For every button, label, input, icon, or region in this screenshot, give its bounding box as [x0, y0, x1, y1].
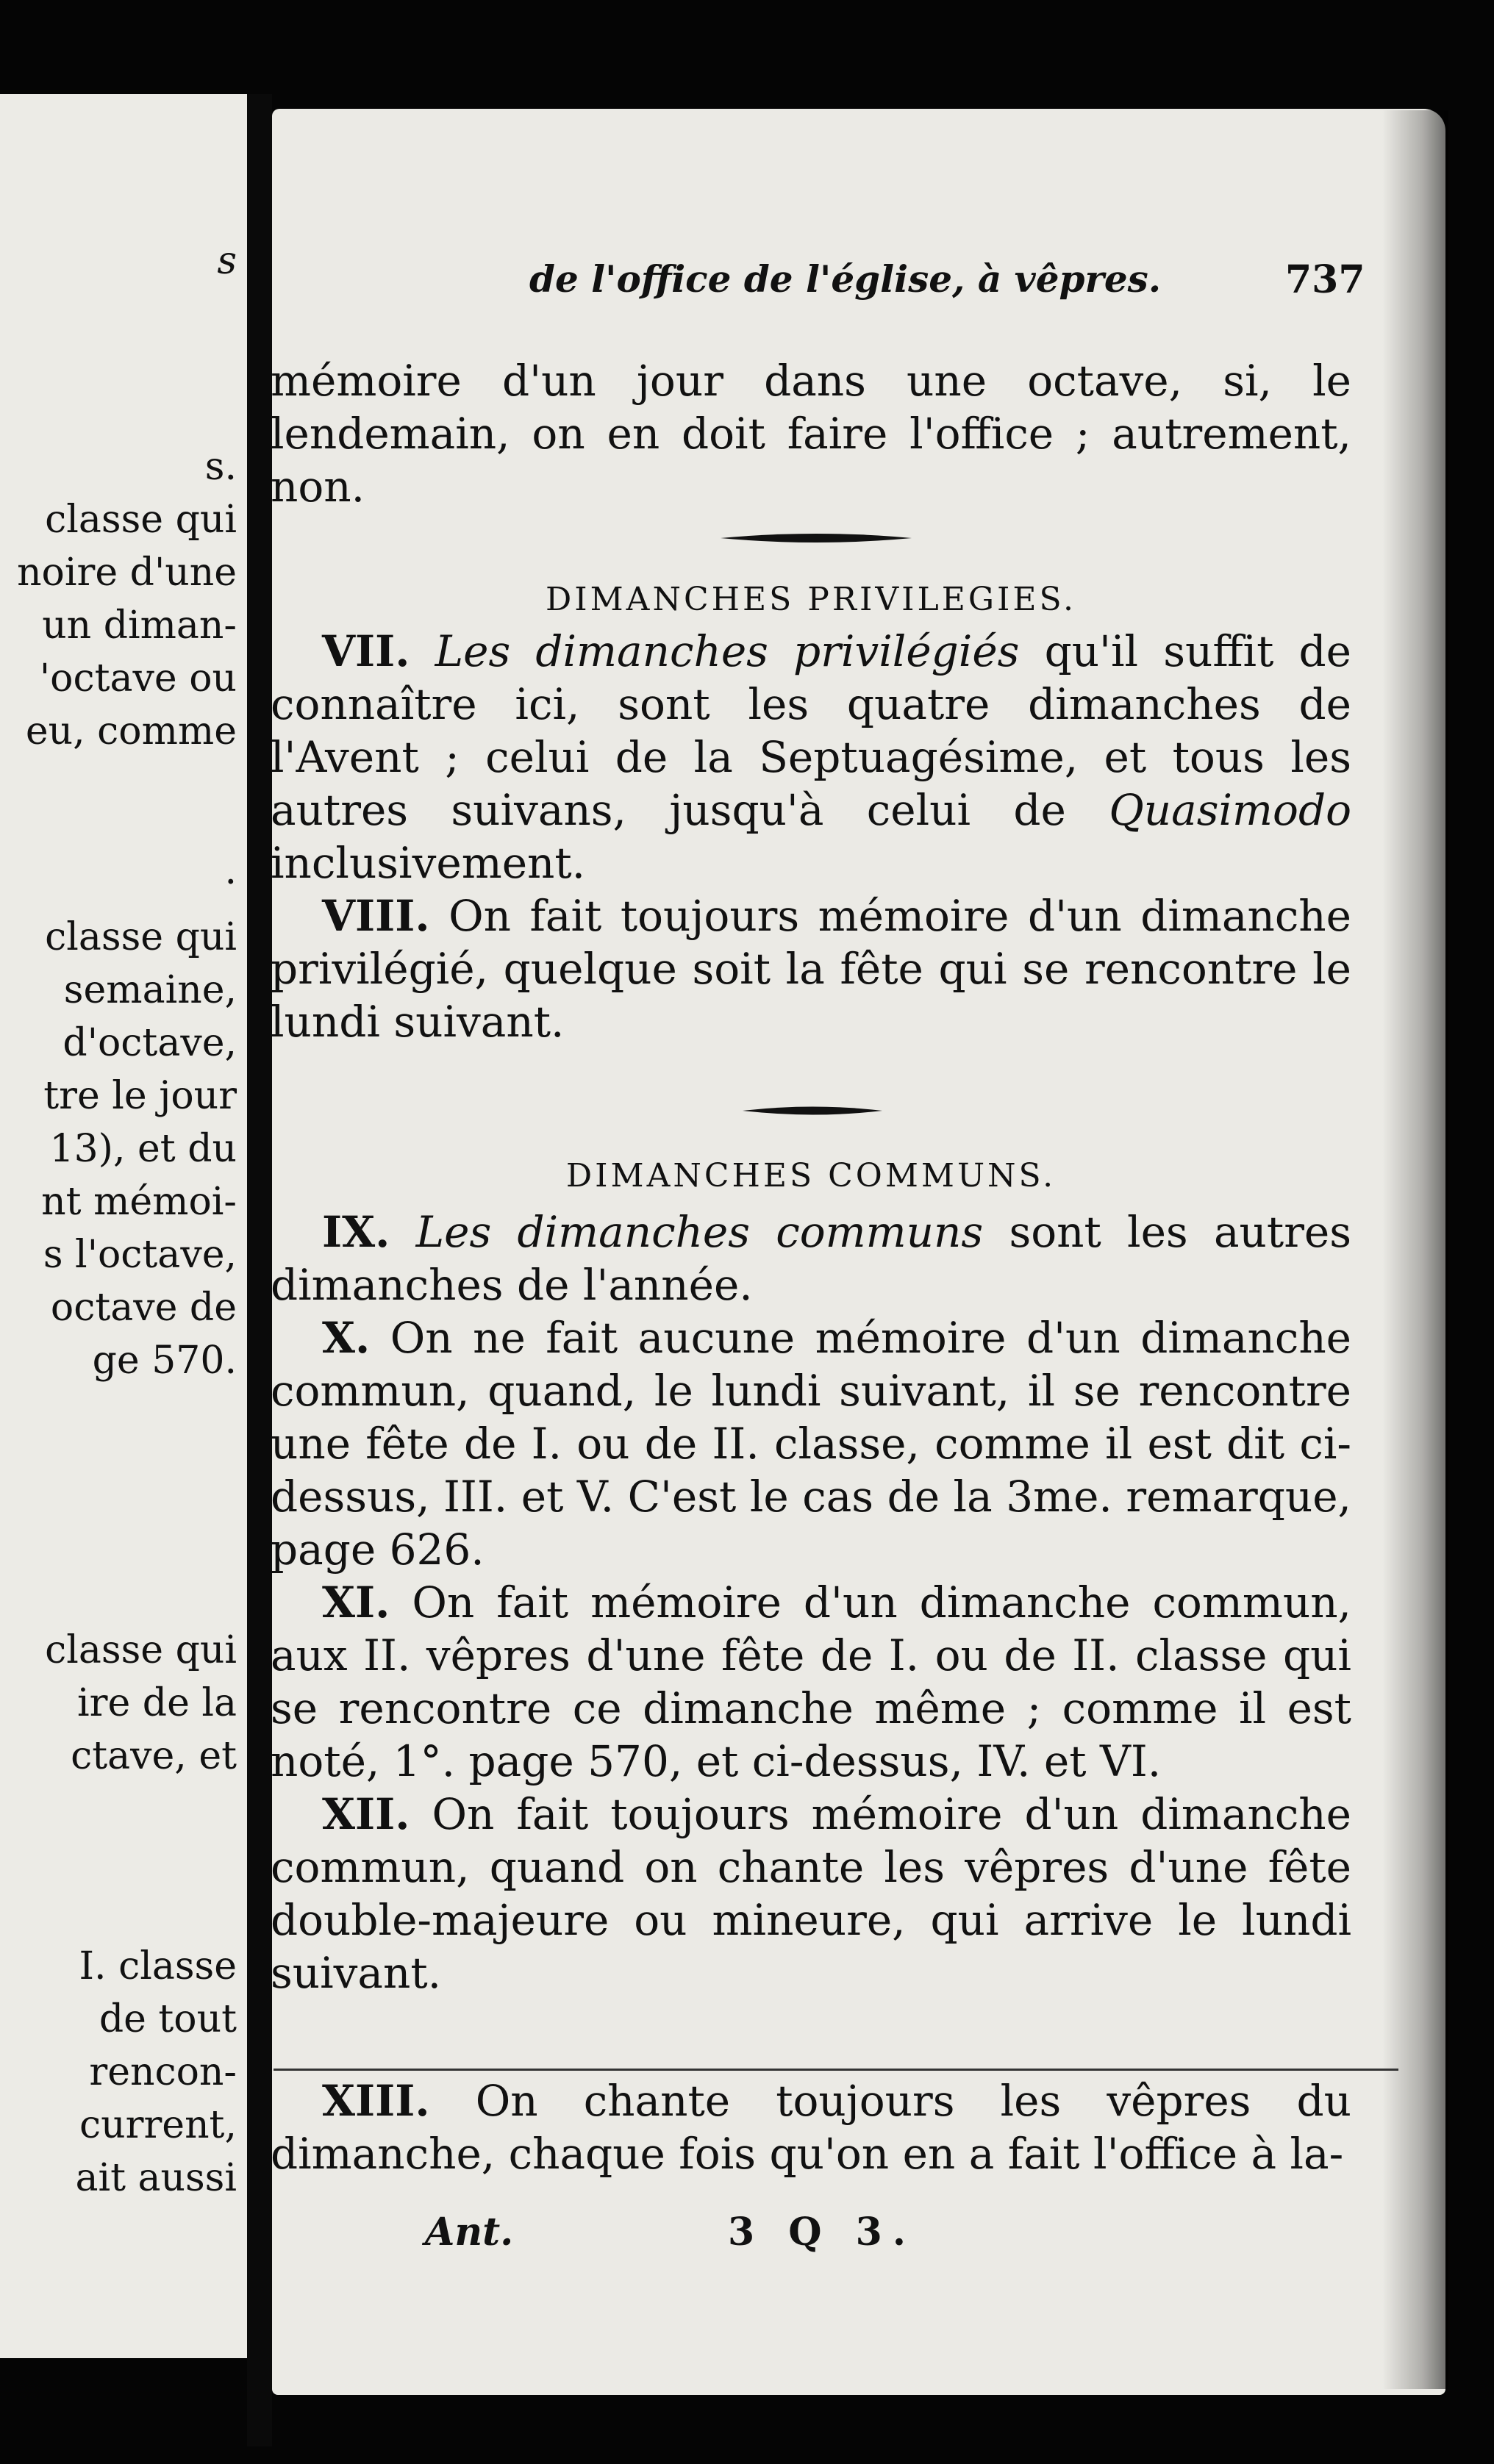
left-page-text-fragment: 'octave ou [39, 656, 237, 701]
book-spine [247, 94, 272, 2446]
left-page-text-fragment: 13), et du [49, 1127, 237, 1171]
ornament-divider-1 [721, 528, 912, 548]
signature-mark-text: Ant. [425, 2210, 514, 2255]
paragraph-text: sont les autres dimanches de l'année. [271, 1207, 1352, 1310]
left-page-text-fragment: eu, comme [25, 709, 237, 753]
paragraph-text: On fait mémoire d'un dimanche commun, aux II. vêpres d'une fête de I. ou de II. classe qui se rencontre ce dimanche même ; comme il est noté, 1°. page 570, et ci-dessus, IV. et VI. [271, 1577, 1351, 1786]
paragraph-text: On fait toujours mémoire d'un dimanche privilégié, quelque soit la fête qui se rencontre le lundi suivant. [271, 891, 1351, 1047]
left-page-text-fragment: classe qui [45, 1628, 237, 1672]
left-page-text-fragment: s. [204, 445, 237, 489]
paragraph-text: qu'il suffit de connaître ici, sont les quatre dimanches de l'Avent ; celui de la Septuagésime, et tous les autres suivans, jusqu'à celui de [271, 626, 1352, 835]
left-page-text-fragment: ire de la [76, 1681, 237, 1725]
paragraph-number: XIII. [322, 2076, 430, 2126]
section-privileged [271, 625, 1351, 1048]
ornament-divider-2 [743, 1101, 882, 1120]
left-page-text-fragment: current, [79, 2103, 237, 2147]
paragraph-number: XII. [322, 1789, 410, 1839]
section-common [271, 1206, 1351, 1999]
paragraph-number: VII. [322, 626, 410, 676]
left-page-text-fragment: ge 570. [92, 1339, 237, 1383]
paragraph-x [271, 1311, 1351, 1576]
left-page-text-fragment: classe qui [45, 915, 237, 959]
left-page-text-fragment: ait aussi [75, 2156, 237, 2200]
left-page-text-fragment: tre le jour [43, 1074, 237, 1118]
paragraph-text: On ne fait aucune mémoire d'un dimanche commun, quand, le lundi suivant, il se rencontre une fête de I. ou de II. classe, comme il est dit ci-dessus, III. et V. C'est le cas de la 3me. remarque, page 626. [271, 1313, 1351, 1575]
paragraph-vii [271, 625, 1351, 889]
section-heading-common: DIMANCHES COMMUNS. [565, 1157, 1057, 1195]
left-page-text-fragment: d'octave, [62, 1021, 237, 1065]
left-page-text-fragment: . [224, 849, 237, 893]
paragraph-xi [271, 1576, 1351, 1788]
left-page-text-fragment: s [217, 239, 237, 283]
paragraph-text: inclusivement. [271, 838, 586, 888]
running-head: de l'office de l'église, à vêpres. [529, 257, 1162, 301]
left-page-text-fragment: s l'octave, [43, 1233, 237, 1277]
left-page-text-fragment: I. classe [79, 1944, 237, 1988]
paragraph-number: VIII. [322, 891, 430, 941]
paragraph-number: X. [322, 1313, 371, 1363]
paragraph-text: On fait toujours mémoire d'un dimanche commun, quand on chante les vêpres d'une fête double-majeure ou mineure, qui arrive le lundi suivant. [271, 1789, 1351, 1998]
page-edge-shadow [1382, 110, 1448, 2389]
intro-text: mémoire d'un jour dans une octave, si, le lendemain, on en doit faire l'office ; autrement, non. [271, 356, 1351, 512]
scan-rule-line [274, 2069, 1398, 2071]
left-page-text-fragment: rencon- [89, 2050, 237, 2094]
left-page-text-fragment: un diman- [42, 604, 237, 648]
left-page-text-fragment: de tout [99, 1997, 237, 2041]
section-continued [271, 2074, 1351, 2180]
paragraph-ix [271, 1206, 1351, 1311]
paragraph-text: On chante toujours les vêpres du dimanche, chaque fois qu'on en a fait l'office à la- [271, 2076, 1351, 2179]
paragraph-number: IX. [322, 1207, 390, 1257]
paragraph-xiii [271, 2074, 1351, 2180]
gathering-signature: 3 Q 3. [728, 2210, 916, 2255]
intro-paragraph [271, 354, 1351, 513]
left-page-text-fragment: noire d'une [17, 551, 237, 595]
left-page [0, 94, 259, 2358]
left-page-text-fragment: classe qui [45, 498, 237, 542]
left-page-text-fragment: ctave, et [71, 1734, 237, 1778]
left-page-text-fragment: octave de [50, 1286, 237, 1330]
paragraph-number: XI. [322, 1577, 390, 1627]
italic-term: Quasimodo [1109, 785, 1351, 835]
paragraph-viii [271, 889, 1351, 1048]
left-page-text-fragment: nt mémoi- [41, 1180, 237, 1224]
paragraph-xii [271, 1788, 1351, 1999]
page-number: 737 [1285, 257, 1365, 302]
section-heading-privileged: DIMANCHES PRIVILEGIES. [545, 581, 1077, 618]
left-page-text-fragment: semaine, [63, 968, 237, 1012]
italic-term: Les dimanches communs [415, 1207, 984, 1257]
italic-term: Les dimanches privilégiés [435, 626, 1020, 676]
